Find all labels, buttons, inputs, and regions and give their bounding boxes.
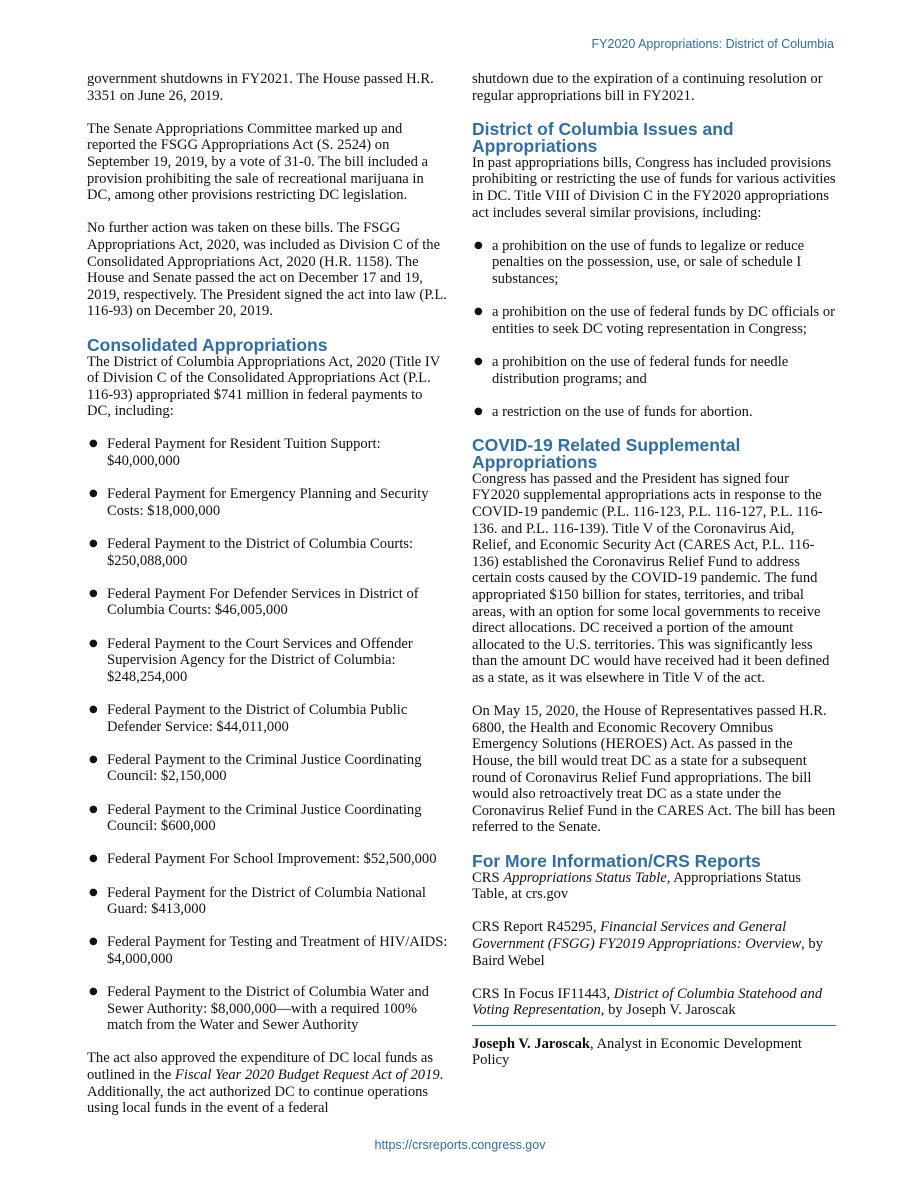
- bullet-icon: ●: [89, 587, 98, 599]
- issues-list: [472, 238, 836, 421]
- section-heading-consolidated: Consolidated Appropriations: [87, 334, 328, 355]
- section-heading-dc-issues: District of Columbia Issues and Appropriations: [472, 118, 734, 156]
- left-column: [87, 71, 449, 1133]
- paragraph: The District of Columbia Appropriations Act, 2020 (Title IV of Division C of the Consolidated Appropriations Act (P.L. 116-93) appropriated $741 million in federal payments to DC, including:: [87, 353, 441, 420]
- list-item: ● Federal Payment to the Criminal Justice Coordinating Council: $600,000: [89, 801, 422, 835]
- bullet-icon: ●: [474, 405, 483, 417]
- list-item: ● Federal Payment to the Court Services and Offender Supervision Agency for the District of Columbia: $248,254,000: [89, 635, 413, 685]
- bullet-icon: ●: [474, 239, 483, 251]
- paragraph: In past appropriations bills, Congress has included provisions prohibiting or restricting the use of funds for various activities in DC. Title VIII of Division C in the FY2020 appropriations act includes several similar provisions, including:: [472, 154, 836, 221]
- list-item: ● Federal Payment to the District of Columbia Courts: $250,088,000: [89, 536, 414, 569]
- running-header: FY2020 Appropriations: District of Columbia: [591, 37, 834, 51]
- bullet-icon: ●: [89, 488, 98, 500]
- bullet-icon: ●: [89, 753, 98, 765]
- list-item: ● Federal Payment For Defender Services in District of Columbia Courts: $46,005,000: [89, 585, 419, 619]
- paragraph: The act also approved the expenditure of DC local funds as outlined in the Fiscal Year 2020 Budget Request Act of 2019. Additionally, the act authorized DC to continue operations using local funds in the event of a federal: [87, 1050, 444, 1117]
- list-item: ● a restriction on the use of funds for abortion.: [474, 403, 753, 420]
- bullet-icon: ●: [89, 637, 98, 649]
- bullet-icon: ●: [89, 703, 98, 715]
- divider: [472, 1025, 836, 1026]
- bullet-icon: ●: [89, 936, 98, 948]
- right-column: [472, 71, 836, 1086]
- list-item: ● Federal Payment for Testing and Treatment of HIV/AIDS: $4,000,000: [89, 934, 448, 967]
- footer-url[interactable]: https://crsreports.congress.gov: [374, 1138, 546, 1152]
- paragraph: On May 15, 2020, the House of Representatives passed H.R. 6800, the Health and Economic Recovery Omnibus Emergency Solutions (HEROES) Act. As passed in the House, the bill would treat DC as a state for a subsequent round of Coronavirus Relief Fund appropriations. The bill would also retroactively treat DC as a state under the Coronavirus Relief Fund in the CARES Act. The bill has been referred to the Senate.: [472, 703, 836, 836]
- reference-item: CRS Appropriations Status Table, Appropriations Status Table, at crs.gov: [472, 869, 801, 903]
- bullet-icon: ●: [89, 438, 98, 450]
- list-item: ● Federal Payment for Resident Tuition Support: $40,000,000: [89, 436, 381, 470]
- bullet-icon: ●: [89, 853, 98, 865]
- list-item: ● Federal Payment to the District of Columbia Public Defender Service: $44,011,000: [89, 701, 408, 735]
- list-item: ● Federal Payment For School Improvement: $52,500,000: [89, 851, 437, 868]
- reference-item: CRS Report R45295, Financial Services and General Government (FSGG) FY2019 Appropriations: Overview, by Baird Webel: [472, 919, 824, 969]
- bullet-icon: ●: [89, 538, 98, 550]
- section-heading-covid: COVID-19 Related Supplemental Appropriations: [472, 434, 741, 472]
- author-line: Joseph V. Jaroscak, Analyst in Economic Development Policy: [472, 1035, 802, 1069]
- section-heading-more-info: For More Information/CRS Reports: [472, 850, 761, 871]
- paragraph: Congress has passed and the President has signed four FY2020 supplemental appropriations acts in response to the COVID-19 pandemic (P.L. 116-123, P.L. 116-127, P.L. 116-136. and P.L. 116-139). Title V of the Coronavirus Aid, Relief, and Economic Security Act (CARES Act, P.L. 116-136) established the Coronavirus Relief Fund to address certain costs caused by the COVID-19 pandemic. The fund appropriated $150 billion for states, territories, and tribal areas, with an option for some local governments to receive direct allocations. DC received a portion of the amount allocated to the U.S. territories. This was significantly less than the amount DC would have received had it been defined as a state, as it was elsewhere in Title V of the act.: [472, 470, 830, 686]
- list-item: ● a prohibition on the use of federal funds for needle distribution programs; and: [474, 353, 789, 387]
- reference-item: CRS In Focus IF11443, District of Columbia Statehood and Voting Representation, by Joseph V. Jaroscak: [472, 985, 823, 1019]
- bullet-icon: ●: [89, 886, 98, 898]
- paragraph: shutdown due to the expiration of a continuing resolution or regular appropriations bill in FY2021.: [472, 71, 823, 104]
- payments-list: [87, 436, 449, 1033]
- list-item: ● Federal Payment to the Criminal Justice Coordinating Council: $2,150,000: [89, 751, 422, 785]
- paragraph: No further action was taken on these bills. The FSGG Appropriations Act, 2020, was included as Division C of the Consolidated Appropriations Act, 2020 (H.R. 1158). The House and Senate passed the act on December 17 and 19, 2019, respectively. The President signed the act into law (P.L. 116-93) on December 20, 2019.: [87, 220, 447, 320]
- list-item: ● Federal Payment for the District of Columbia National Guard: $413,000: [89, 884, 426, 918]
- bullet-icon: ●: [474, 355, 483, 367]
- list-item: ● Federal Payment for Emergency Planning and Security Costs: $18,000,000: [89, 486, 429, 519]
- bullet-icon: ●: [89, 986, 98, 998]
- paragraph: The Senate Appropriations Committee marked up and reported the FSGG Appropriations Act (S. 2524) on September 19, 2019, by a vote of 31-0. The bill included a provision prohibiting the sale of recreational marijuana in DC, among other provisions restricting DC legislation.: [87, 120, 428, 204]
- bullet-icon: ●: [474, 306, 483, 318]
- list-item: ● a prohibition on the use of federal funds by DC officials or entities to seek DC voting representation in Congress;: [474, 304, 836, 337]
- paragraph: government shutdowns in FY2021. The House passed H.R. 3351 on June 26, 2019.: [87, 71, 434, 104]
- list-item: ● Federal Payment to the District of Columbia Water and Sewer Authority: $8,000,000—with a required 100% match from the Water and Sewer Authority: [89, 984, 429, 1034]
- list-item: ● a prohibition on the use of funds to legalize or reduce penalties on the possession, use, or sale of schedule I substances;: [474, 237, 805, 287]
- bullet-icon: ●: [89, 803, 98, 815]
